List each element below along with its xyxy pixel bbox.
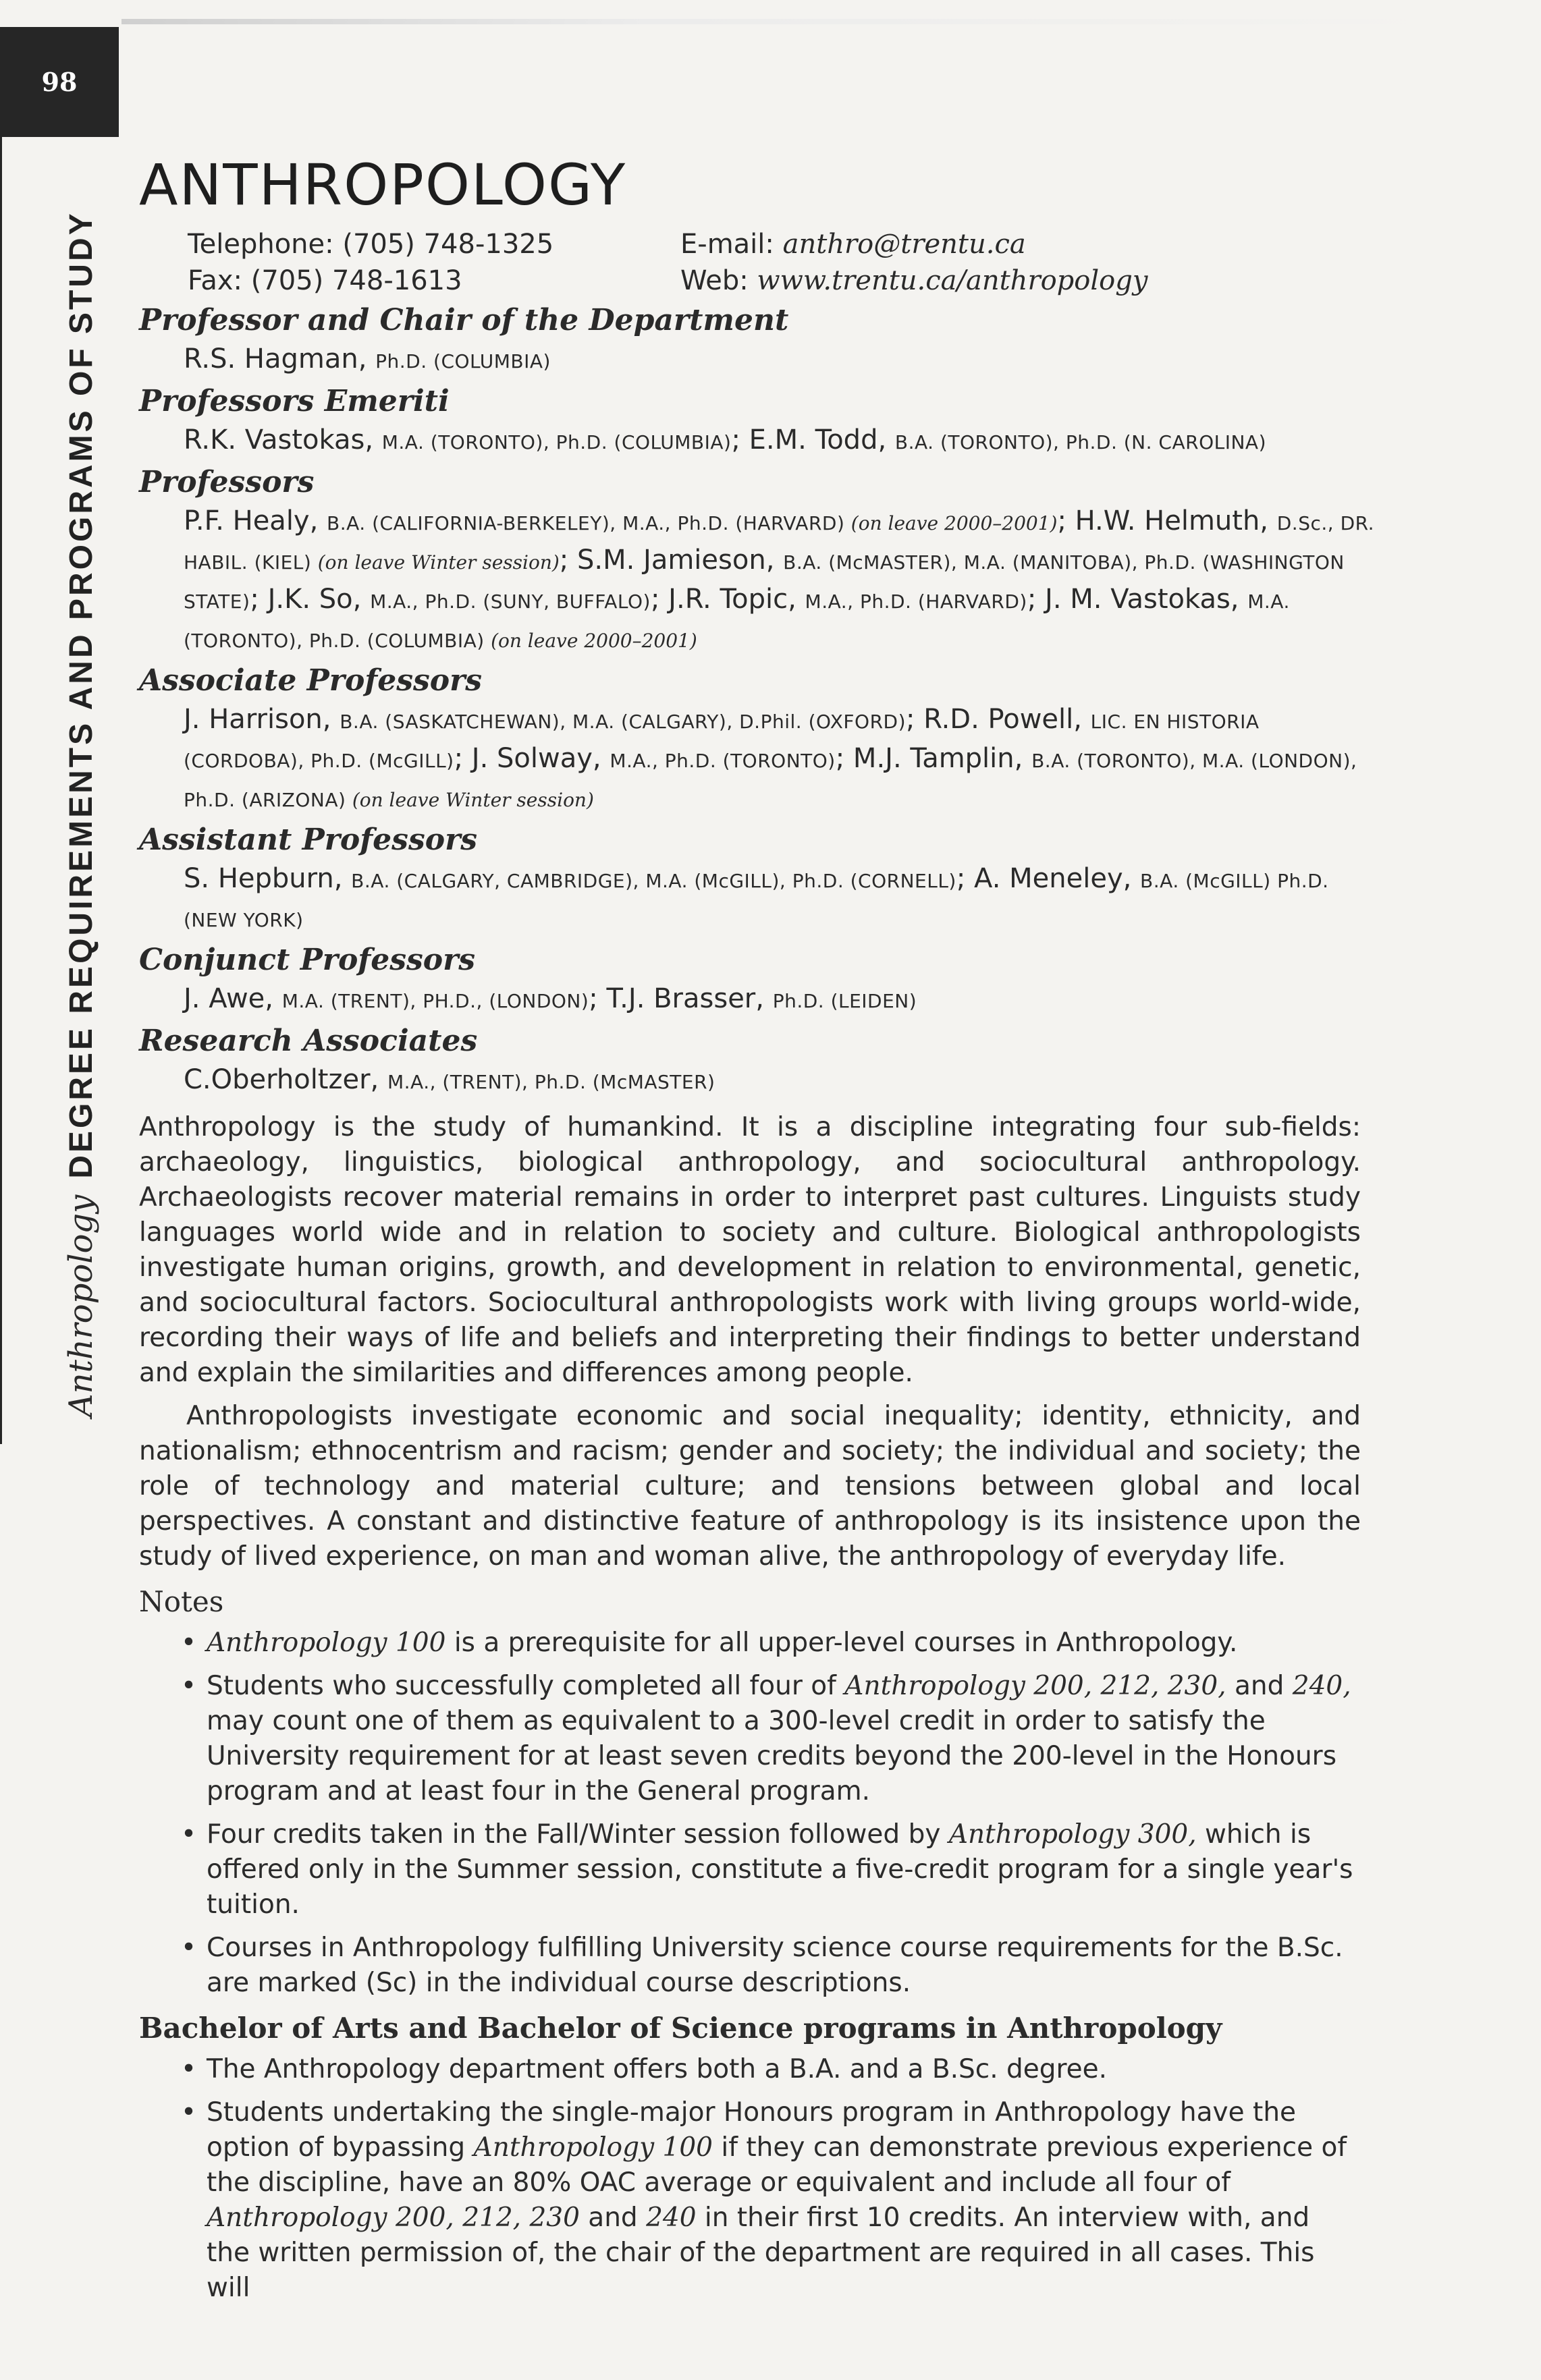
faculty-role-heading: Professors [139, 465, 315, 499]
faculty-role-heading: Associate Professors [139, 663, 483, 698]
programs.1-segment: in their first 10 credits. An interview with, and the written permission of, the chair of the department are required in all cases. This will [207, 2203, 1315, 2303]
faculty-role-heading: Professors Emeriti [139, 384, 450, 418]
sections.2.people.0-segment: D.Sc., DR. HABIL. (KIEL) [184, 512, 1374, 574]
sections.2.people.0-segment: M.A., Ph.D. (HARVARD) [805, 590, 1027, 613]
sections.3.people.0-segment: ; J. Solway, [454, 743, 610, 774]
programs-list [139, 2052, 1361, 2306]
sections.1.people.0-segment: M.A. (TORONTO), Ph.D. (COLUMBIA) [381, 431, 732, 453]
sections.3.people.0-segment: B.A. (SASKATCHEWAN), M.A. (CALGARY), D.Phil. (OXFORD) [340, 711, 907, 733]
programs.0-segment: The Anthropology department offers both a B.A. and a B.Sc. degree. [207, 2054, 1108, 2084]
notes.1-segment: 240, [1292, 1671, 1351, 1701]
sections.2.people.0-segment: (on leave Winter session) [317, 551, 560, 574]
sections.1.people.0-segment: B.A. (TORONTO), Ph.D. (N. CAROLINA) [894, 431, 1266, 453]
intro-paragraph: Anthropology is the study of humankind. It is a discipline integrating four sub-fields: archaeology, linguistics, biological anthropology, and sociocultural anthropology. Archaeologists recover material remains in order to interpret past cultures. Linguists study languages world wide and in relation to society and culture. Biological anthropologists investigate human origins, growth, and development in relation to environmental, genetic, and sociocultural factors. Sociocultural anthropologists work with living groups world-wide, recording their ways of life and beliefs and interpreting their findings to better understand and explain the similarities and differences among people. [139, 1112, 1361, 1388]
faculty-members [184, 701, 1385, 819]
sections.6.people.0-segment: C.Oberholtzer, [184, 1064, 387, 1095]
faculty-members [184, 1061, 1385, 1101]
bullet-icon: • [181, 2097, 197, 2128]
telephone: Telephone: (705) 748-1325 [188, 229, 554, 260]
programs.1-segment: Anthropology 100 [473, 2132, 713, 2163]
faculty-members [184, 860, 1385, 939]
side-tab-subject: Anthropology [62, 1194, 100, 1417]
programs.1-segment: if they can demonstrate previous experience of the discipline, have an 80% OAC average or equivalent and include all four of [207, 2132, 1347, 2198]
faculty-role-heading: Conjunct Professors [139, 943, 476, 977]
faculty-list [139, 300, 1422, 1101]
program-item [139, 2052, 1361, 2087]
notes.1-segment: may count one of them as equivalent to a 300-level credit in order to satisfy the University requirement for at least seven credits beyond the 200-level in the Honours program and at least four in the General program. [207, 1706, 1337, 1806]
note-item [139, 1626, 1361, 1661]
sections.2.people.0-segment: B.A. (McMASTER), M.A. (MANITOBA), Ph.D. (WASHINGTON STATE) [184, 551, 1345, 613]
main-text [139, 1110, 1361, 2314]
sections.2.people.0-segment: ; J.R. Topic, [650, 584, 805, 615]
notes.3-segment: Courses in Anthropology fulfilling University science course requirements for the B.Sc. are marked (Sc) in the individual course descriptions. [207, 1933, 1343, 1998]
faculty-role-heading: Assistant Professors [139, 823, 478, 857]
sections.3.people.0-segment: B.A. (TORONTO), M.A. (LONDON), Ph.D. (ARIZONA) [184, 750, 1357, 811]
notes.2-segment: which is offered only in the Summer session, constitute a five-credit program for a single year's tuition. [207, 1819, 1353, 1920]
sections.2.people.0-segment: (on leave 2000–2001) [850, 512, 1058, 534]
sections.0.people.0-segment: R.S. Hagman, [184, 343, 376, 375]
contact-block [188, 226, 1422, 299]
second-paragraph: Anthropologists investigate economic and social inequality; identity, ethnicity, and nationalism; ethnocentrism and racism; gender and society; the individual and society; the role of technology and material culture; and tensions between global and local perspectives. A constant and distinctive feature of anthropology is its insistence upon the study of lived experience, on man and woman alive, the anthropology of everyday life. [139, 1401, 1361, 1572]
page-number: 98 [0, 27, 119, 137]
side-tab-label [62, 211, 100, 1417]
email-label: E-mail: [680, 229, 783, 260]
sections.3.people.0-segment: M.A., Ph.D. (TORONTO) [610, 750, 836, 772]
bullet-icon: • [181, 2054, 197, 2084]
faculty-role-heading: Professor and Chair of the Department [139, 303, 789, 337]
page-title: ANTHROPOLOGY [139, 152, 627, 218]
sections.2.people.0-segment: ; H.W. Helmuth, [1057, 505, 1277, 536]
sections.3.people.0-segment: LIC. EN HISTORIA (CORDOBA), Ph.D. (McGILL) [184, 711, 1260, 772]
sections.3.people.0-segment: (on leave Winter session) [352, 789, 594, 811]
sections.2.people.0-segment: (on leave 2000–2001) [491, 630, 697, 652]
notes.2-segment: Anthropology 300, [948, 1819, 1197, 1850]
programs.1-segment: and [579, 2203, 647, 2233]
sections.3.people.0-segment: J. Harrison, [184, 704, 340, 735]
bullet-icon: • [181, 1671, 197, 1701]
fax: Fax: (705) 748-1613 [188, 265, 462, 296]
sections.2.people.0-segment: M.A., Ph.D. (SUNY, BUFFALO) [370, 590, 651, 613]
faculty-role-heading: Research Associates [139, 1024, 478, 1058]
notes.0-segment: Anthropology 100 [207, 1628, 446, 1658]
program-item [139, 2095, 1361, 2306]
notes.1-segment: and [1226, 1671, 1293, 1701]
sections.4.people.0-segment: S. Hepburn, [184, 863, 352, 894]
faculty-members [184, 503, 1385, 659]
sections.6.people.0-segment: M.A., (TRENT), Ph.D. (McMASTER) [387, 1071, 715, 1093]
faculty-members [184, 341, 1385, 380]
sections.4.people.0-segment: B.A. (McGILL) Ph.D. (NEW YORK) [184, 870, 1329, 931]
faculty-members [184, 980, 1385, 1020]
notes.1-segment: Anthropology 200, 212, 230, [844, 1671, 1226, 1701]
bullet-icon: • [181, 1628, 197, 1658]
faculty-members [184, 422, 1385, 461]
bullet-icon: • [181, 1819, 197, 1850]
bullet-icon: • [181, 1933, 197, 1963]
side-tab [0, 27, 119, 1444]
email-line [680, 226, 1355, 262]
sections.5.people.0-segment: Ph.D. (LEIDEN) [772, 990, 917, 1012]
sections.4.people.0-segment: B.A. (CALGARY, CAMBRIDGE), M.A. (McGILL), Ph.D. (CORNELL) [351, 870, 956, 892]
programs.1-segment: Students undertaking the single-major Honours program in Anthropology have the option of bypassing [207, 2097, 1297, 2163]
web-label: Web: [680, 265, 757, 296]
sections.5.people.0-segment: J. Awe, [184, 983, 282, 1014]
note-item [139, 1931, 1361, 2001]
web-link[interactable]: www.trentu.ca/anthropology [757, 265, 1148, 296]
sections.5.people.0-segment: M.A. (TRENT), PH.D., (LONDON) [281, 990, 589, 1012]
programs.1-segment: 240 [646, 2203, 697, 2233]
sections.2.people.0-segment: B.A. (CALIFORNIA-BERKELEY), M.A., Ph.D. (HARVARD) [327, 512, 851, 534]
sections.2.people.0-segment: ; J. M. Vastokas, [1027, 584, 1248, 615]
sections.4.people.0-segment: ; A. Meneley, [956, 863, 1141, 894]
top-rule [121, 19, 1438, 24]
sections.5.people.0-segment: ; T.J. Brasser, [589, 983, 773, 1014]
web-line [680, 262, 1355, 299]
sections.2.people.0-segment: P.F. Healy, [184, 505, 327, 536]
programs.1-segment: Anthropology 200, 212, 230 [207, 2203, 580, 2233]
programs-heading: Bachelor of Arts and Bachelor of Science programs in Anthropology [139, 2012, 1222, 2045]
notes.2-segment: Four credits taken in the Fall/Winter session followed by [207, 1819, 949, 1850]
notes-heading: Notes [139, 1585, 224, 1618]
sections.2.people.0-segment: ; S.M. Jamieson, [559, 545, 784, 576]
notes.1-segment: Students who successfully completed all four of [207, 1671, 845, 1701]
side-rule [0, 135, 2, 1444]
sections.2.people.0-segment: ; J.K. So, [250, 584, 371, 615]
sections.0.people.0-segment: Ph.D. (COLUMBIA) [375, 350, 551, 372]
notes.0-segment: is a prerequisite for all upper-level courses in Anthropology. [445, 1628, 1238, 1658]
sections.3.people.0-segment: ; R.D. Powell, [906, 704, 1091, 735]
department-header [139, 152, 1422, 1101]
note-item [139, 1817, 1361, 1922]
sections.1.people.0-segment: ; E.M. Todd, [731, 424, 895, 455]
sections.2.people.0-segment: M.A. (TORONTO), Ph.D. (COLUMBIA) [184, 590, 1290, 652]
note-item [139, 1669, 1361, 1809]
sections.1.people.0-segment: R.K. Vastokas, [184, 424, 382, 455]
side-tab-section: DEGREE REQUIREMENTS AND PROGRAMS OF STUDY [63, 211, 99, 1179]
sections.3.people.0-segment: ; M.J. Tamplin, [835, 743, 1032, 774]
notes-list [139, 1626, 1361, 2001]
email-link[interactable]: anthro@trentu.ca [782, 229, 1026, 260]
